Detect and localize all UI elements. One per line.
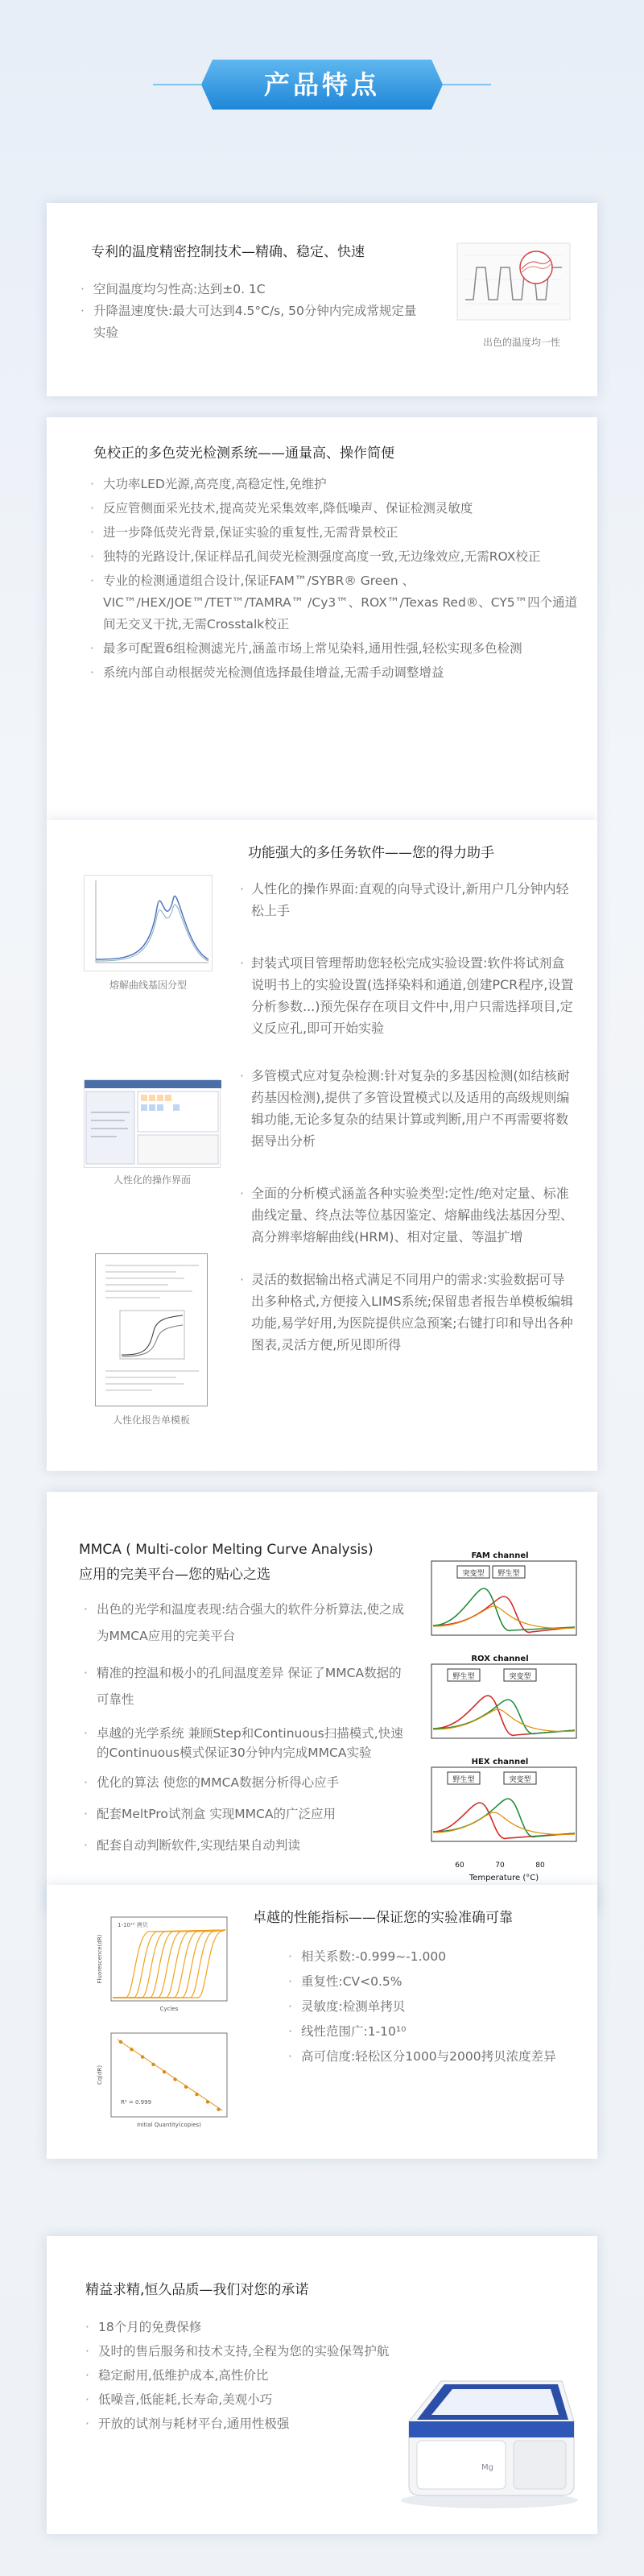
temperature-caption: 出色的温度均一性 <box>482 337 560 348</box>
software-heading: 功能强大的多任务软件——您的得力助手 <box>248 845 494 861</box>
temperature-uniformity-image <box>441 235 578 328</box>
card-performance <box>47 1885 597 2159</box>
list-item: · 精准的控温和极小的孔间温度差异 保证了MMCA数据的可靠性 <box>84 1660 406 1713</box>
performance-list <box>288 1944 594 2069</box>
mmca-heading-line2: 应用的完美平台—您的贴心之选 <box>79 1567 270 1583</box>
list-item: · 稳定耐用,低维护成本,高性价比 <box>85 2363 407 2388</box>
plot-note: R² = 0.999 <box>121 2099 152 2106</box>
section-banner <box>201 60 443 110</box>
chart-tag: 野生型 <box>452 1673 475 1681</box>
fluorescence-list <box>90 474 581 684</box>
axis-label: Initial Quantity(copies) <box>137 2122 201 2128</box>
genotyping-caption: 熔解曲线基因分型 <box>109 979 187 991</box>
chart-title: ROX channel <box>471 1655 529 1663</box>
list-item: · 人性化的操作界面:直观的向导式设计,新用户几分钟内轻松上手 <box>240 878 574 921</box>
list-item: · 系统内部自动根据荧光检测值选择最佳增益,无需手动调整增益 <box>90 662 581 684</box>
axis-label: Temperature (°C) <box>469 1874 539 1882</box>
card-commitment <box>47 2236 597 2534</box>
chart-tag: 突变型 <box>462 1570 485 1578</box>
list-item: · 专业的检测通道组合设计,保证FAM™/SYBR® Green 、VIC™/HEX/JOE™/TET™/TAMRA™ /Cy3™、ROX™/Texas Red®、CY5™四个通道间无交叉干扰,无需Crosstalk校正 <box>90 570 581 636</box>
list-item: · 进一步降低荧光背景,保证实验的重复性,无需背景校正 <box>90 522 581 544</box>
list-item: · 卓越的光学系统 兼顾Step和Continuous扫描模式,快速的Continuous模式保证30分钟内完成MMCA实验 <box>84 1724 406 1762</box>
list-item: · 最多可配置6组检测滤光片,涵盖市场上常见染料,通用性强,轻松实现多色检测 <box>90 638 581 660</box>
mmca-heading-line1: MMCA ( Multi-color Melting Curve Analysis) <box>79 1542 374 1558</box>
chart-title: HEX channel <box>471 1758 529 1766</box>
chart-tag: 突变型 <box>509 1776 531 1784</box>
list-item: · 低噪音,低能耗,长寿命,美观小巧 <box>85 2388 407 2412</box>
list-item: · 灵敏度:检测单拷贝 <box>288 1994 594 2019</box>
card-mmca <box>47 1492 597 1912</box>
temperature-heading: 专利的温度精密控制技术—精确、稳定、快速 <box>91 244 365 260</box>
standard-point <box>119 2040 122 2044</box>
axis-label: Cq(dR) <box>97 2065 103 2085</box>
list-item: · 反应管侧面采光技术,提高荧光采集效率,降低噪声、保证检测灵敏度 <box>90 498 581 520</box>
software-list <box>240 878 574 1370</box>
standard-point <box>217 2108 220 2111</box>
axis-tick-label: 80 <box>535 1862 545 1870</box>
report-caption: 人性化报告单模板 <box>112 1414 190 1426</box>
svg-text:Mg: Mg <box>481 2463 493 2472</box>
standard-point <box>184 2085 188 2089</box>
list-item: · 重复性:CV<0.5% <box>288 1969 594 1994</box>
list-item: · 配套自动判断软件,实现结果自动判读 <box>84 1836 406 1855</box>
list-item: · 高可信度:轻松区分1000与2000拷贝浓度差异 <box>288 2044 594 2069</box>
fluorescence-heading: 免校正的多色荧光检测系统——通量高、操作简便 <box>93 445 394 462</box>
mmca-list <box>84 1597 406 1855</box>
standard-point <box>151 2063 155 2066</box>
axis-label: Cycles <box>159 2006 179 2012</box>
performance-heading: 卓越的性能指标——保证您的实验准确可靠 <box>253 1910 513 1926</box>
commitment-list <box>85 2315 407 2436</box>
amplification-plot <box>93 1914 230 2017</box>
axis-label: Fluorescence(dR) <box>97 1934 103 1984</box>
list-item: · 封装式项目管理帮助您轻松完成实验设置:软件将试剂盒说明书上的实验设置(选择染料和通道,创建PCR程序,设置分析参数...)预先保存在项目文件中,用户只需选择项目,定义反应孔,即可开始实验 <box>240 952 574 1039</box>
axis-tick-label: 70 <box>495 1862 505 1870</box>
list-item: · 灵活的数据输出格式满足不同用户的需求:实验数据可导出多种格式,方便接入LIMS系统;保留患者报告单模板编辑功能,易学好用,为医院提供应急预案;右键打印和导出各种图表,灵活方便,所见即所得 <box>240 1269 574 1356</box>
list-item: · 及时的售后服务和技术支持,全程为您的实验保驾护航 <box>85 2339 407 2363</box>
software-ui-image <box>84 1079 221 1168</box>
list-item: · 相关系数:-0.999~-1.000 <box>288 1944 594 1969</box>
list-item: · 线性范围广:1-10¹⁰ <box>288 2019 594 2044</box>
list-item: · 大功率LED光源,高亮度,高稳定性,免维护 <box>90 474 581 495</box>
list-item: · 配套MeltPro试剂盒 实现MMCA的广泛应用 <box>84 1804 406 1824</box>
list-item: · 全面的分析模式涵盖各种实验类型:定性/绝对定量、标准曲线定量、终点法等位基因鉴定、熔解曲线法基因分型、高分辨率熔解曲线(HRM)、相对定量、等温扩增 <box>240 1182 574 1248</box>
list-item: · 开放的试剂与耗材平台,通用性极强 <box>85 2412 407 2436</box>
list-item: · 空间温度均匀性高:达到±0. 1C <box>80 279 419 300</box>
card-software <box>47 820 597 1471</box>
standard-point <box>163 2070 166 2073</box>
melting-genotyping-image <box>84 875 213 971</box>
report-template-image <box>95 1253 208 1406</box>
list-item: · 升降温速度快:最大可达到4.5°C/s, 50分钟内完成常规定量实验 <box>80 300 419 344</box>
chart-tag: 野生型 <box>497 1570 520 1578</box>
list-item: · 出色的光学和温度表现:结合强大的软件分析算法,使之成为MMCA应用的完美平台 <box>84 1597 406 1650</box>
temperature-list <box>80 279 419 344</box>
axis-tick-label: 60 <box>455 1862 464 1870</box>
standard-point <box>195 2093 198 2096</box>
list-item: · 18个月的免费保修 <box>85 2315 407 2339</box>
chart-title: FAM channel <box>471 1551 529 1560</box>
pcr-instrument-image <box>393 2349 586 2510</box>
card-fluorescence <box>47 417 597 820</box>
chart-tag: 野生型 <box>452 1776 475 1784</box>
standard-point <box>141 2055 144 2058</box>
commitment-heading: 精益求精,恒久品质—我们对您的承诺 <box>85 2282 309 2298</box>
banner-title: 产品特点 <box>263 69 380 100</box>
card-temperature-control <box>47 203 597 396</box>
list-item: · 优化的算法 使您的MMCA数据分析得心应手 <box>84 1773 406 1792</box>
standard-point <box>206 2100 209 2103</box>
standard-point <box>130 2048 133 2051</box>
melting-charts <box>415 1548 584 1886</box>
standard-point <box>173 2077 176 2081</box>
chart-tag: 突变型 <box>509 1673 531 1681</box>
list-item: · 多管模式应对复杂检测:针对复杂的多基因检测(如结核耐药基因检测),提供了多管设置模式以及适用的高级规则编辑功能,无论多复杂的结果计算或判断,用户不再需要将数据导出分析 <box>240 1065 574 1152</box>
list-item: · 独特的光路设计,保证样品孔间荧光检测强度高度一致,无边缘效应,无需ROX校正 <box>90 546 581 568</box>
ui-caption: 人性化的操作界面 <box>113 1174 191 1186</box>
plot-note: 1-10¹⁰ 拷贝 <box>118 1922 148 1928</box>
standard-curve-plot <box>93 2030 230 2133</box>
